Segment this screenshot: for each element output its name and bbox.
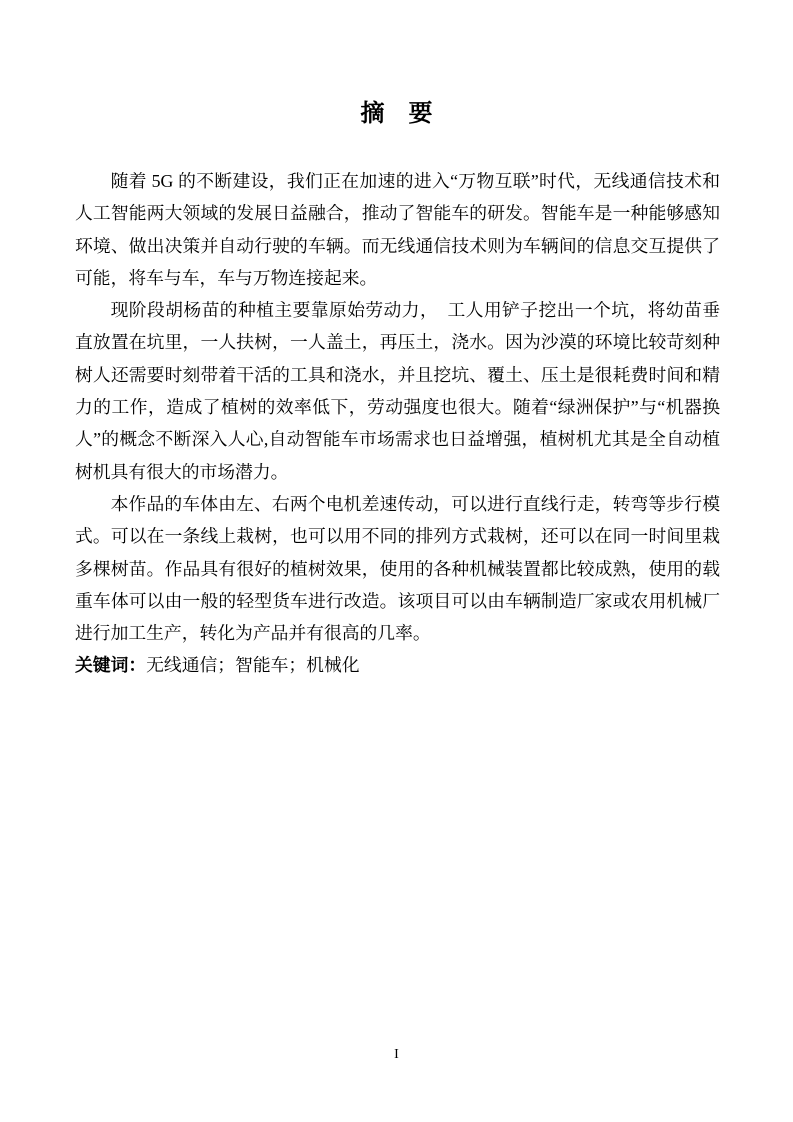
abstract-body [75,165,720,682]
page-footer [0,1048,793,1062]
keywords-value: 无线通信；智能车；机械化 [146,655,360,676]
abstract-paragraph-1: 随着 5G 的不断建设，我们正在加速的进入“万物互联”时代，无线通信技术和人工智能两大领域的发展日益融合，推动了智能车的研发。智能车是一种能够感知环境、做出决策并自动行驶的车辆。而无线通信技术则为车辆间的信息交互提供了可能，将车与车，车与万物连接起来。 [75,171,720,288]
keywords-label: 关键词： [75,655,147,676]
abstract-paragraph-3: 本作品的车体由左、右两个电机差速传动，可以进行直线行走，转弯等步行模式。可以在一条线上栽树，也可以用不同的排列方式栽树，还可以在同一时间里栽多棵树苗。作品具有很好的植树效果，使用的各种机械装置都比较成熟，使用的载重车体可以由一般的轻型货车进行改造。该项目可以由车辆制造厂家或农用机械厂进行加工生产，转化为产品并有很高的几率。 [75,493,720,644]
page-number: I [394,1047,399,1062]
page-title: 摘 要 [360,101,433,127]
keywords-line [75,649,720,681]
abstract-paragraph-2: 现阶段胡杨苗的种植主要靠原始劳动力， 工人用铲子挖出一个坑，将幼苗垂直放置在坑里，一人扶树，一人盖土，再压土，浇水。因为沙漠的环境比较苛刻种树人还需要时刻带着干活的工具和浇水，并且挖坑、覆土、压土是很耗费时间和精力的工作，造成了植树的效率低下，劳动强度也很大。随着“绿洲保护”与“机器换人”的概念不断深入人心,自动智能车市场需求也日益增强，植树机尤其是全自动植树机具有很大的市场潜力。 [75,300,720,482]
